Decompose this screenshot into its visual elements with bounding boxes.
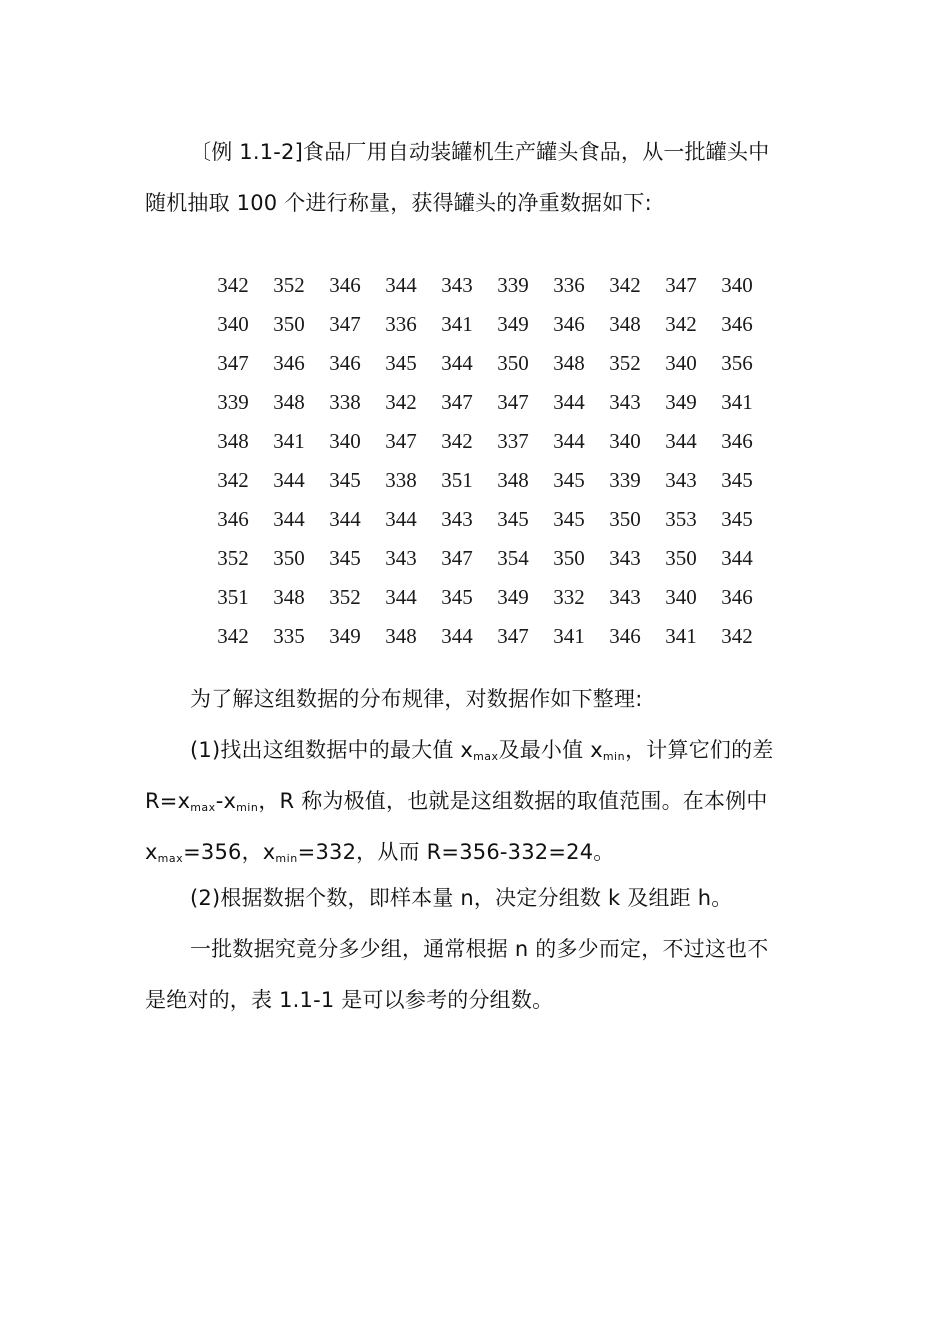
table-cell: 347 [217, 351, 249, 375]
min-subscript-3: min [275, 852, 298, 865]
table-cell: 345 [721, 468, 753, 492]
step1-text-a: (1)找出这组数据中的最大值 x [190, 738, 474, 762]
table-cell: 341 [665, 624, 697, 648]
table-cell: 343 [609, 390, 641, 414]
table-cell: 342 [217, 468, 249, 492]
table-cell: 345 [553, 468, 585, 492]
table-row [205, 461, 765, 500]
table-row [205, 617, 765, 656]
min-subscript: min [602, 750, 626, 763]
table-cell: 336 [385, 312, 417, 336]
table-cell: 349 [329, 624, 361, 648]
step1-text-g: x [145, 840, 158, 864]
table-row [205, 344, 765, 383]
table-row [205, 266, 765, 305]
table-cell: 342 [441, 429, 473, 453]
table-cell: 351 [441, 468, 473, 492]
table-cell: 340 [665, 351, 697, 375]
intro-paragraph: 为了解这组数据的分布规律，对数据作如下整理: [190, 687, 643, 711]
table-cell: 341 [441, 312, 473, 336]
para3-line-1: 一批数据究竟分多少组，通常根据 n 的多少而定，不过这也不 [190, 937, 769, 961]
step1-text-c: ，计算它们的差 [625, 738, 774, 762]
table-cell: 352 [217, 546, 249, 570]
example-line-2: 随机抽取 100 个进行称量，获得罐头的净重数据如下: [145, 191, 652, 215]
table-cell: 338 [329, 390, 361, 414]
table-cell: 342 [217, 273, 249, 297]
step1-line-2 [145, 776, 810, 833]
table-cell: 343 [609, 585, 641, 609]
table-cell: 350 [273, 546, 305, 570]
table-cell: 349 [665, 390, 697, 414]
step2-paragraph: (2)根据数据个数，即样本量 n，决定分组数 k 及组距 h。 [190, 886, 733, 910]
weight-data-table [205, 266, 765, 656]
step1-text-b: 及最小值 x [498, 738, 603, 762]
table-row [205, 305, 765, 344]
table-cell: 350 [273, 312, 305, 336]
table-cell: 346 [609, 624, 641, 648]
table-cell: 350 [497, 351, 529, 375]
table-cell: 348 [609, 312, 641, 336]
table-cell: 348 [553, 351, 585, 375]
table-cell: 340 [721, 273, 753, 297]
step1-text-e: -x [215, 789, 237, 813]
step1-text-i: =332，从而 R=356-332=24。 [297, 840, 615, 864]
min-subscript-2: min [236, 801, 259, 814]
table-cell: 348 [217, 429, 249, 453]
table-cell: 354 [497, 546, 529, 570]
step1-text-h: =356，x [183, 840, 276, 864]
table-cell: 332 [553, 585, 585, 609]
table-cell: 346 [329, 273, 361, 297]
table-cell: 348 [385, 624, 417, 648]
table-cell: 346 [217, 507, 249, 531]
table-cell: 345 [721, 507, 753, 531]
table-cell: 347 [665, 273, 697, 297]
table-cell: 348 [497, 468, 529, 492]
table-cell: 342 [721, 624, 753, 648]
table-cell: 345 [329, 546, 361, 570]
table-cell: 345 [385, 351, 417, 375]
table-cell: 341 [721, 390, 753, 414]
table-cell: 344 [721, 546, 753, 570]
table-cell: 344 [385, 273, 417, 297]
table-cell: 342 [609, 273, 641, 297]
max-subscript-2: max [190, 801, 216, 814]
table-cell: 337 [497, 429, 529, 453]
table-cell: 347 [329, 312, 361, 336]
table-cell: 352 [273, 273, 305, 297]
table-cell: 345 [441, 585, 473, 609]
table-cell: 350 [609, 507, 641, 531]
table-cell: 341 [273, 429, 305, 453]
para3-line-2: 是绝对的，表 1.1-1 是可以参考的分组数。 [145, 988, 554, 1012]
table-cell: 340 [329, 429, 361, 453]
table-cell: 335 [273, 624, 305, 648]
table-cell: 344 [441, 624, 473, 648]
table-cell: 340 [217, 312, 249, 336]
table-cell: 344 [385, 507, 417, 531]
table-row [205, 383, 765, 422]
table-cell: 342 [665, 312, 697, 336]
table-cell: 338 [385, 468, 417, 492]
table-cell: 346 [721, 312, 753, 336]
table-cell: 343 [385, 546, 417, 570]
table-cell: 347 [385, 429, 417, 453]
table-cell: 339 [497, 273, 529, 297]
max-subscript: max [473, 750, 499, 763]
table-cell: 340 [609, 429, 641, 453]
table-cell: 347 [497, 624, 529, 648]
table-cell: 344 [553, 390, 585, 414]
table-cell: 343 [441, 507, 473, 531]
table-cell: 344 [665, 429, 697, 453]
table-cell: 353 [665, 507, 697, 531]
table-cell: 341 [553, 624, 585, 648]
max-subscript-3: max [157, 852, 184, 865]
table-cell: 344 [441, 351, 473, 375]
table-cell: 342 [217, 624, 249, 648]
table-cell: 352 [609, 351, 641, 375]
table-cell: 346 [329, 351, 361, 375]
table-cell: 346 [273, 351, 305, 375]
table-cell: 348 [273, 390, 305, 414]
table-cell: 351 [217, 585, 249, 609]
table-cell: 344 [329, 507, 361, 531]
table-cell: 345 [553, 507, 585, 531]
table-cell: 346 [721, 585, 753, 609]
table-row [205, 578, 765, 617]
table-cell: 340 [665, 585, 697, 609]
table-cell: 343 [441, 273, 473, 297]
example-line-1: 〔例 1.1-2]食品厂用自动装罐机生产罐头食品，从一批罐头中 [190, 140, 770, 164]
table-cell: 336 [553, 273, 585, 297]
table-cell: 349 [497, 585, 529, 609]
table-cell: 348 [273, 585, 305, 609]
table-cell: 350 [553, 546, 585, 570]
table-cell: 343 [665, 468, 697, 492]
table-cell: 347 [497, 390, 529, 414]
table-row [205, 500, 765, 539]
table-cell: 350 [665, 546, 697, 570]
table-cell: 344 [273, 507, 305, 531]
table-cell: 344 [553, 429, 585, 453]
table-cell: 339 [609, 468, 641, 492]
step1-text-d: R=x [145, 789, 191, 813]
table-cell: 343 [609, 546, 641, 570]
table-cell: 345 [329, 468, 361, 492]
table-row [205, 422, 765, 461]
table-cell: 346 [721, 429, 753, 453]
table-row [205, 539, 765, 578]
table-cell: 342 [385, 390, 417, 414]
table-cell: 344 [273, 468, 305, 492]
table-cell: 349 [497, 312, 529, 336]
step1-text-f: ，R 称为极值，也就是这组数据的取值范围。在本例中 [258, 789, 768, 813]
step1-line-1 [190, 725, 855, 782]
table-cell: 347 [441, 546, 473, 570]
table-cell: 347 [441, 390, 473, 414]
table-cell: 345 [497, 507, 529, 531]
table-cell: 346 [553, 312, 585, 336]
table-cell: 344 [385, 585, 417, 609]
table-cell: 339 [217, 390, 249, 414]
table-cell: 356 [721, 351, 753, 375]
table-cell: 352 [329, 585, 361, 609]
